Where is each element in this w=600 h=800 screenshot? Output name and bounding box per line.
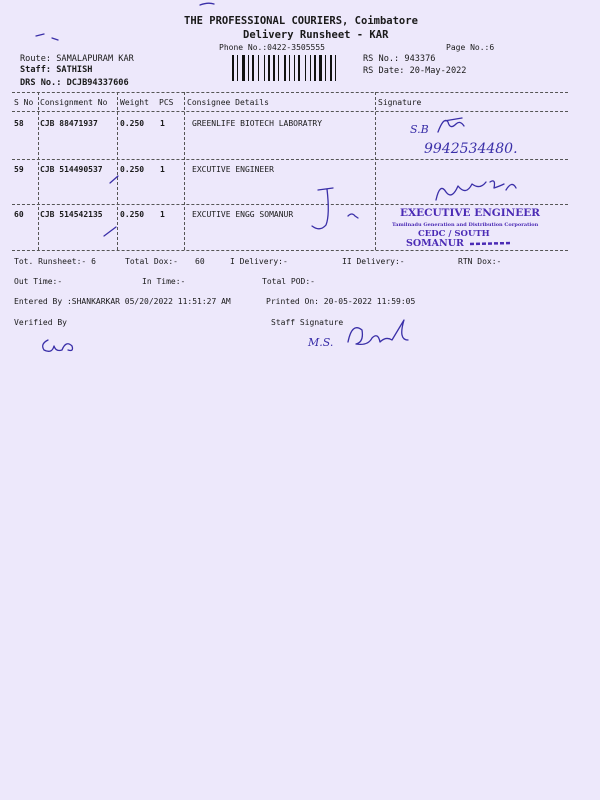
i-delivery: I Delivery:- [230, 257, 288, 266]
row-sno: 59 [14, 165, 24, 174]
entered-by: Entered By :SHANKARKAR 05/20/2022 11:51:27 AM [14, 297, 231, 306]
row60-signature [312, 188, 333, 229]
document-subtitle: Delivery Runsheet - KAR [243, 29, 389, 41]
total-dox-value: 60 [195, 257, 205, 266]
rs-date: RS Date: 20-May-2022 [363, 66, 467, 76]
row58-initials: S.B [410, 123, 429, 136]
header-pcs: PCS [159, 98, 174, 107]
header-signature: Signature [378, 98, 422, 107]
company-title: THE PROFESSIONAL COURIERS, Coimbatore [184, 15, 418, 27]
total-dox-label: Total Dox:- [125, 257, 178, 266]
header-consignee: Consignee Details [187, 98, 269, 107]
header-weight: Weight [120, 98, 149, 107]
row-weight: 0.250 [120, 119, 145, 128]
ii-delivery: II Delivery:- [342, 257, 405, 266]
row-sno: 58 [14, 119, 24, 128]
header-consignment: Consignment No [40, 98, 108, 107]
row-sno: 60 [14, 210, 24, 219]
row-weight: 0.250 [120, 165, 145, 174]
verifier-signature [43, 340, 73, 351]
route-label: Route: SAMALAPURAM KAR [20, 54, 134, 64]
pen-tick [104, 227, 116, 236]
row-consignment: CJB 514490537 [40, 165, 103, 174]
in-time: In Time:- [142, 277, 186, 286]
staff-signature-label: Staff Signature [271, 318, 344, 327]
rtn-dox: RTN Dox:- [458, 257, 502, 266]
row-consignee: EXCUTIVE ENGG SOMANUR [192, 210, 294, 219]
row-pcs: 1 [160, 210, 165, 219]
tot-runsheet: Tot. Runsheet:- 6 [14, 257, 96, 266]
header-sno: S No [14, 98, 34, 107]
drs-number: DRS No.: DCJB94337606 [20, 78, 129, 88]
verified-by: Verified By [14, 318, 67, 327]
stamp-line-division: CEDC / SOUTH [418, 229, 490, 239]
staff-label: Staff: SATHISH [20, 65, 93, 75]
row58-phone: 9942534480. [424, 141, 518, 157]
row-consignee: GREENLIFE BIOTECH LABORATRY [192, 119, 323, 128]
stamp-line-org: Tamilnadu Generation and Distribution Corporation [392, 222, 539, 228]
row-pcs: 1 [160, 165, 165, 174]
out-time: Out Time:- [14, 277, 63, 286]
rs-number: RS No.: 943376 [363, 54, 436, 64]
row-consignment: CJB 514542135 [40, 210, 103, 219]
staff-initials: M.S. [308, 336, 334, 349]
stamp-line-place: SOMANUR [406, 238, 464, 249]
staff-signature-mark [348, 320, 408, 344]
printed-on: Printed On: 20-05-2022 11:59:05 [266, 297, 416, 306]
total-pod: Total POD:- [262, 277, 315, 286]
phone-number: Phone No.:0422-3505555 [219, 43, 325, 52]
row-consignment: CJB 88471937 [40, 119, 98, 128]
pen-mark [36, 34, 58, 40]
row60-signature-tail [348, 214, 358, 218]
stamp-smudge [470, 243, 512, 244]
row59-signature [436, 181, 516, 200]
row58-signature [438, 118, 464, 132]
row-pcs: 1 [160, 119, 165, 128]
pen-tick [110, 176, 118, 183]
stamp-line-title: EXECUTIVE ENGINEER [400, 207, 541, 219]
pen-mark [200, 3, 214, 5]
row-consignee: EXCUTIVE ENGINEER [192, 165, 274, 174]
page-number: Page No.:6 [446, 43, 495, 52]
row-weight: 0.250 [120, 210, 145, 219]
